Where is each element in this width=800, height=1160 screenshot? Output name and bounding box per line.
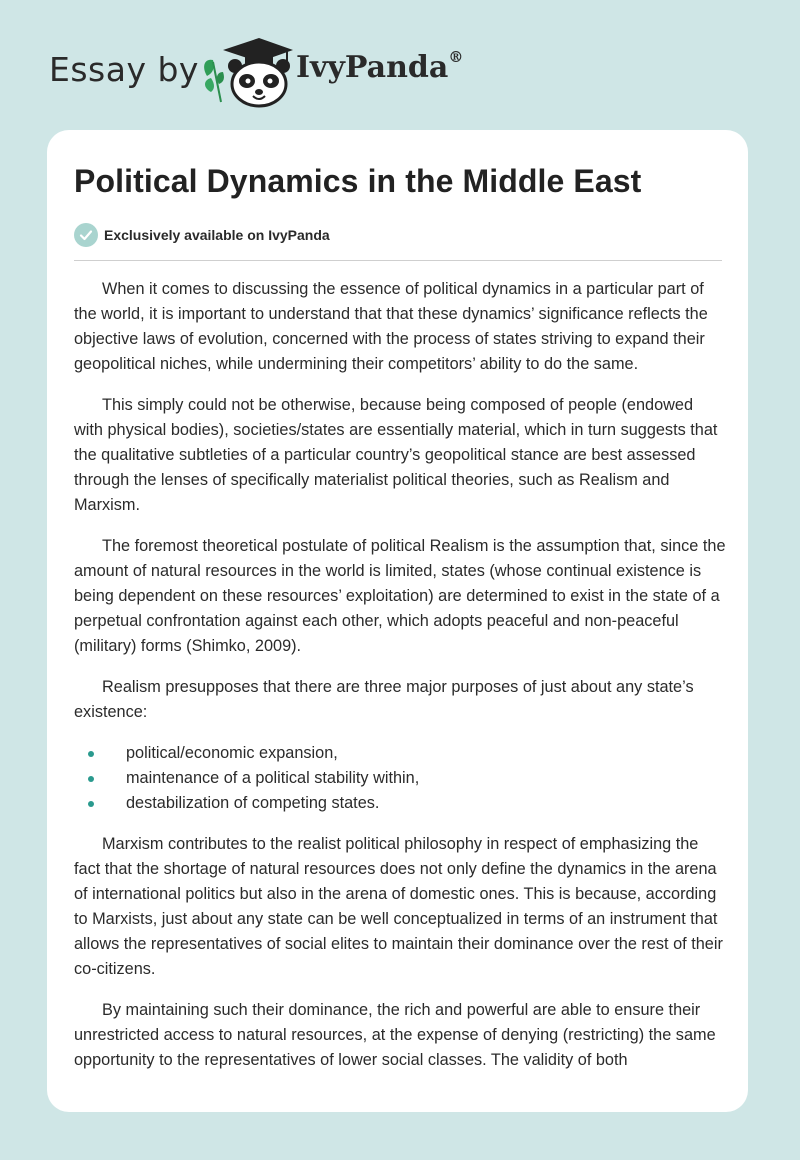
paragraph: Realism presupposes that there are three major purposes of just about any state’s existence:: [74, 678, 694, 721]
bullet-icon: [88, 776, 94, 782]
paragraph: This simply could not be otherwise, because being composed of people (endowed with physical bodies), societies/states are essentially material, which in turn suggests that the qualitative subtleties of a particular country’s geopolitical stance are best assessed through the lenses of specifically materialist political theories, such as Realism and Marxism.: [74, 396, 718, 514]
checkmark-icon: [74, 223, 98, 247]
essay-card: [47, 130, 748, 1112]
bullet-icon: [88, 751, 94, 757]
paragraph: When it comes to discussing the essence of political dynamics in a particular part of the world, it is important to understand that that these dynamics’ significance reflects the objective laws of evolution, concerned with the process of states striving to expand their geopolitical niches, while undermining their competitors’ ability to do the same.: [74, 280, 708, 373]
brand-text: IvyPanda: [296, 50, 449, 85]
list-item-text: destabilization of competing states.: [126, 794, 380, 812]
essay-by-label: Essay by: [49, 50, 199, 89]
paragraph: By maintaining such their dominance, the rich and powerful are able to ensure their unrestricted access to natural resources, at the expense of denying (restricting) the same opportunity to the representatives of lower social classes. The validity of both: [74, 1001, 716, 1069]
site-header: [49, 36, 509, 108]
essay-title: Political Dynamics in the Middle East: [74, 163, 642, 199]
panda-logo-icon[interactable]: [199, 36, 295, 108]
list-item: [74, 766, 726, 791]
brand-name[interactable]: [296, 50, 463, 85]
list-item: [74, 741, 726, 766]
registered-mark: ®: [448, 48, 464, 66]
paragraph: Marxism contributes to the realist political philosophy in respect of emphasizing the fact that the shortage of natural resources does not only define the dynamics in the arena of international politics but also in the arena of domestic ones. This is because, according to Marxists, just about any state can be well conceptualized in terms of an instrument that allows the representatives of social elites to maintain their dominance over the rest of their co-citizens.: [74, 835, 723, 978]
essay-body: [74, 277, 726, 1089]
exclusive-label: Exclusively available on IvyPanda: [104, 227, 330, 243]
paragraph: The foremost theoretical postulate of political Realism is the assumption that, since the amount of natural resources in the world is limited, states (whose continual existence is being dependent on these resources’ exploitation) are determined to exist in the state of a perpetual confrontation against each other, which adopts peaceful and non-peaceful (military) forms (Shimko, 2009).: [74, 537, 726, 655]
exclusive-notice: [74, 222, 330, 248]
list-item: [74, 791, 726, 816]
list-item-text: political/economic expansion,: [126, 744, 338, 762]
purposes-list: [74, 741, 726, 816]
list-item-text: maintenance of a political stability within,: [126, 769, 420, 787]
title-divider: [74, 260, 722, 261]
bullet-icon: [88, 801, 94, 807]
